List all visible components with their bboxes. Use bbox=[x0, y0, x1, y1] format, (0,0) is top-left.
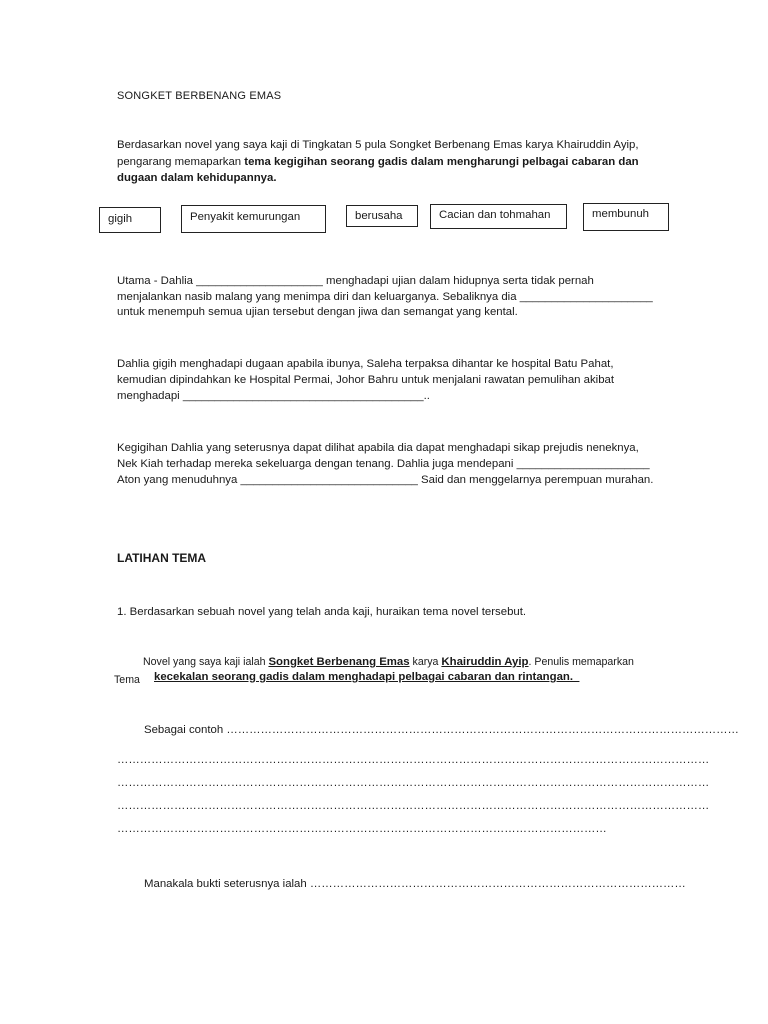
intro-line-2-bold: tema kegigihan seorang gadis dalam mengharungi pelbagai cabaran dan bbox=[244, 156, 639, 168]
intro-line-3-bold: dugaan dalam kehidupannya. bbox=[117, 172, 277, 184]
answer-novel-title: Songket Berbenang Emas bbox=[268, 656, 410, 668]
intro-line-3 bbox=[117, 171, 277, 186]
document-title: SONGKET BERBENANG EMAS bbox=[117, 90, 282, 102]
answer-dotted-line: ………………………………………………………………………………………………………………………………………… bbox=[117, 800, 710, 812]
answer-line-1 bbox=[143, 655, 634, 670]
exercise-heading: LATIHAN TEMA bbox=[117, 551, 207, 565]
answer-author: Khairuddin Ayip bbox=[441, 656, 529, 668]
answer-suffix: . Penulis memaparkan bbox=[528, 656, 634, 668]
word-bank-cacian-dan-tohmahan: Cacian dan tohmahan bbox=[430, 204, 567, 229]
bukti-line bbox=[144, 877, 686, 892]
para1-line-3: untuk menempuh semua ujian tersebut dengan jiwa dan semangat yang kental. bbox=[117, 306, 518, 318]
answer-prefix: Novel yang saya kaji ialah bbox=[143, 656, 269, 668]
exercise-question: 1. Berdasarkan sebuah novel yang telah anda kaji, huraikan tema novel tersebut. bbox=[117, 606, 527, 618]
bukti-label: Manakala bukti seterusnya ialah bbox=[144, 878, 307, 890]
word-bank-gigih: gigih bbox=[99, 207, 161, 233]
contoh-dots: ……………………………………………………………………………………………………………………… bbox=[223, 724, 739, 736]
tema-label: Tema bbox=[114, 674, 140, 686]
word-bank-penyakit-kemurungan: Penyakit kemurungan bbox=[181, 205, 326, 233]
para3-line-3: Aton yang menuduhnya ____________________________ Said dan menggelarnya perempuan murahan. bbox=[117, 474, 654, 486]
word-bank-membunuh: membunuh bbox=[583, 203, 669, 231]
answer-dotted-line: ………………………………………………………………………………………………………………………………………… bbox=[117, 754, 710, 766]
answer-dotted-line: ………………………………………………………………………………………………………………… bbox=[117, 823, 607, 835]
para2-line-3: menghadapi ______________________________________.. bbox=[117, 390, 430, 402]
tema-answer: kecekalan seorang gadis dalam menghadapi pelbagai cabaran dan rintangan._ bbox=[154, 671, 580, 683]
answer-karya: karya bbox=[409, 656, 442, 668]
intro-line-2-plain: pengarang memaparkan bbox=[117, 156, 245, 168]
answer-dotted-line: ………………………………………………………………………………………………………………………………………… bbox=[117, 777, 710, 789]
para1-line-2: menjalankan nasib malang yang menimpa diri dan keluarganya. Sebaliknya dia _____________________ bbox=[117, 291, 653, 303]
para2-line-2: kemudian dipindahkan ke Hospital Permai, Johor Bahru untuk menjalani rawatan pemulihan akibat bbox=[117, 374, 615, 386]
bukti-dots: ……………………………………………………………………………………… bbox=[306, 878, 686, 890]
contoh-label: Sebagai contoh bbox=[144, 724, 224, 736]
para2-line-1: Dahlia gigih menghadapi dugaan apabila ibunya, Saleha terpaksa dihantar ke hospital Batu Pahat, bbox=[117, 358, 614, 370]
intro-line-2 bbox=[117, 155, 639, 170]
para3-line-2: Nek Kiah terhadap mereka sekeluarga dengan tenang. Dahlia juga mendepani _____________________ bbox=[117, 458, 650, 470]
para1-line-1: Utama - Dahlia ____________________ menghadapi ujian dalam hidupnya serta tidak pernah bbox=[117, 275, 594, 287]
contoh-line bbox=[144, 723, 739, 738]
word-bank-berusaha: berusaha bbox=[346, 205, 418, 227]
intro-line-1: Berdasarkan novel yang saya kaji di Tingkatan 5 pula Songket Berbenang Emas karya Khairuddin Ayip, bbox=[117, 139, 639, 151]
para3-line-1: Kegigihan Dahlia yang seterusnya dapat dilihat apabila dia dapat menghadapi sikap prejudis neneknya, bbox=[117, 442, 639, 454]
